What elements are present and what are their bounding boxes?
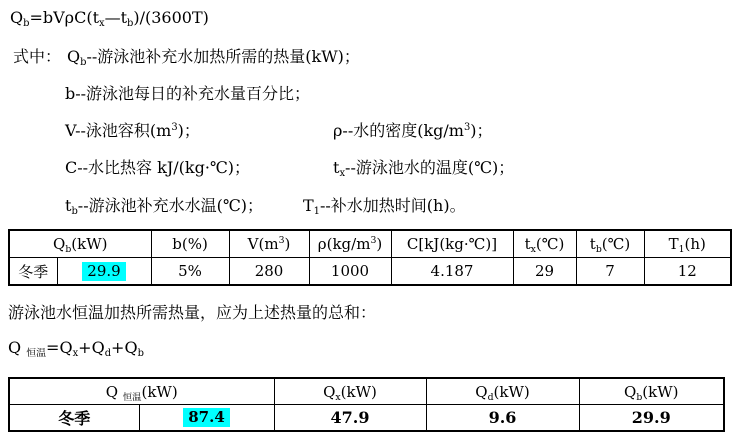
col-header-rho: $\rho(kg/m^3)$ [309,230,391,258]
definition-qb: $Q_b--$游泳池补充水加热所需的热量(kW)； [67,47,360,68]
cell-qx: 47.9 [274,405,426,432]
highlighted-value-q-total: 87.4 [183,408,230,427]
cell-b: 5% [151,258,229,286]
definition-tx: $t_x--$游泳池水的温度(℃)； [333,158,515,179]
col-header-qd: $Q_d(kW)$ [426,378,579,405]
formula-total: Q $_{恒温}=Q_x+Q_d+Q_b$ [8,338,144,359]
definition-tb-t1-line [0,193,739,215]
table-header-row [9,230,731,258]
total-heat-table [8,377,725,432]
highlighted-value-qb: 29.9 [82,262,125,281]
col-header-t1: $T_1(h)$ [644,230,731,258]
col-header-c: C[kJ(kg·℃)] [391,230,513,258]
definition-v: V--泳池容积$(m^3)$； [65,121,200,140]
definition-rho: ρ--水的密度$(kg/m^3)$； [333,121,493,140]
col-header-qb: $Q_b(kW)$ [9,230,151,258]
cell-season: 冬季 [9,405,139,432]
definition-c: C--水比热容 kJ/(kg·℃)； [65,158,251,177]
makeup-water-heat-table [8,229,732,286]
col-header-tb: $t_b(℃)$ [576,230,644,258]
cell-tb: 7 [576,258,644,286]
col-header-v: $V(m^3)$ [229,230,309,258]
cell-t1: 12 [644,258,731,286]
summary-sentence-line [0,300,739,322]
cell-qd: 9.6 [426,405,579,432]
cell-c: 4.187 [391,258,513,286]
table-row-winter [9,405,724,432]
definition-tb: $t_b--$游泳池补充水水温(℃)； [65,196,263,217]
definition-b: b--游泳池每日的补充水量百分比； [65,84,311,103]
col-header-tx: $t_x(℃)$ [513,230,576,258]
table-row-winter [9,258,731,286]
cell-q-total [139,405,274,432]
cell-rho: 1000 [309,258,391,286]
summary-sentence: 游泳池水恒温加热所需热量，应为上述热量的总和： [8,303,377,322]
col-header-qb: $Q_b(kW)$ [579,378,724,405]
cell-season: 冬季 [9,258,57,286]
formula-total-line [0,338,739,360]
table-header-row [9,378,724,405]
cell-tx: 29 [513,258,576,286]
col-header-qx: $Q_x(kW)$ [274,378,426,405]
cell-v: 280 [229,258,309,286]
formula-qb-line [0,8,739,30]
definitions-lead: 式中： [13,47,62,66]
definition-b-line [0,81,739,103]
definition-v-rho-line [0,118,739,140]
col-header-q-total: Q $_{恒温}$(kW) [9,378,274,405]
definitions-lead-line [0,44,739,66]
definition-t1: $T_1--$补水加热时间(h)。 [303,196,466,217]
formula-qb: $Q_b=bV\rho C(t_x—t_b)/(3600T)$ [10,8,209,29]
col-header-b: b(%) [151,230,229,258]
cell-qb [57,258,151,286]
definition-c-tx-line [0,155,739,177]
cell-qb: 29.9 [579,405,724,432]
